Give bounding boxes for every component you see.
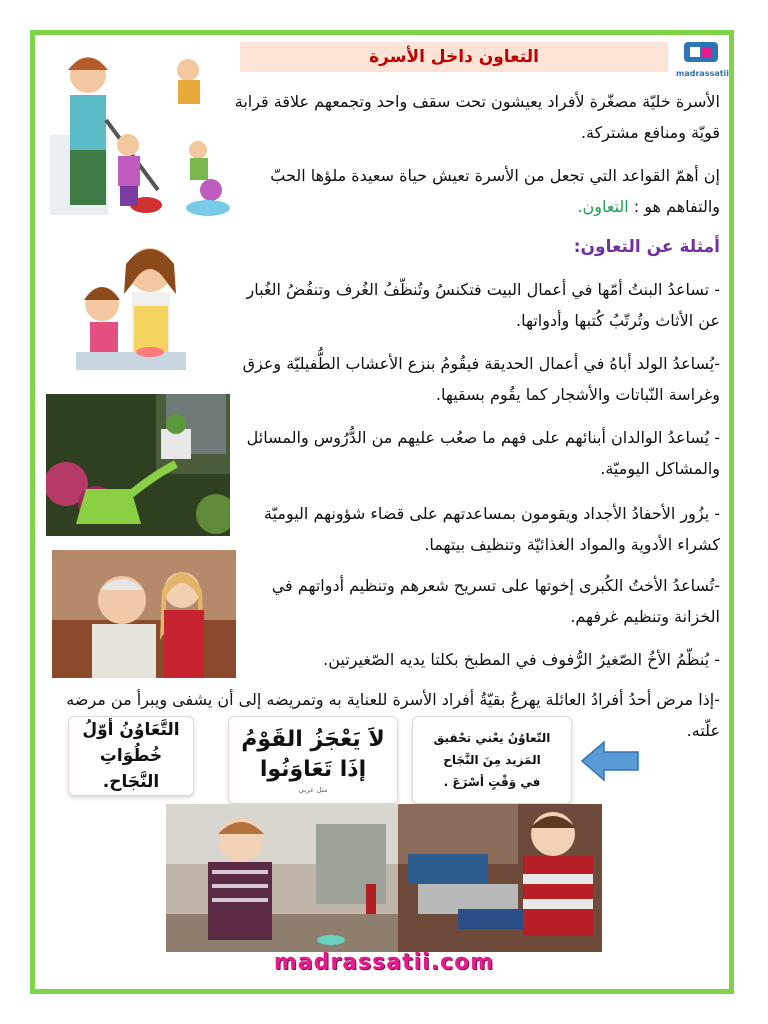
mother-daughter-dishes-illustration bbox=[70, 234, 190, 382]
family-cleaning-illustration bbox=[48, 40, 234, 218]
quote-card-1 bbox=[68, 716, 194, 796]
gardening-photo bbox=[46, 394, 230, 536]
example-item-1: - تساعدُ البنتُ أمّها في أعمال البيت فتكنسُ وتُنظّفُ الغُرف وتنفُضُ الغُبار عن الأثاث وتُرتّبُ كُتبها وأدواتها. bbox=[246, 280, 720, 330]
example-item-5: -تُساعدُ الأختُ الكُبرى إخوتها على تسريح شعرهم وتنظيم أدواتهم في الخزانة وتنظيم غرفهم. bbox=[271, 576, 720, 626]
intro-paragraph-2 bbox=[230, 160, 720, 222]
left-arrow-icon bbox=[580, 740, 640, 782]
quote-card-1-line1: التَّعَاوُنُ أوّلُ bbox=[82, 720, 180, 740]
quote-card-2-source: مثل عربي bbox=[298, 786, 328, 794]
logo-text: madrassatii bbox=[676, 69, 730, 78]
cooperation-highlight: التعاون. bbox=[577, 197, 629, 216]
example-item-6: - يُنظّمُ الأخُ الصّغيرُ الرُّفوف في المطبخ بكلتا يديه الصّغيرتين. bbox=[323, 650, 720, 669]
page-title: التعاون داخل الأسرة bbox=[240, 42, 668, 72]
quote-card-3-line3: في وَقْتٍ أسْرَعَ . bbox=[443, 775, 541, 789]
footer-site-name[interactable]: madrassatii.com bbox=[273, 950, 495, 975]
examples-heading: أمثلة عن التعاون: bbox=[573, 237, 720, 257]
example-item-7: -إذا مرض أحدُ أفرادُ العائلة يهرعُ بقيّةُ أفراد الأسرة للعناية به وتمريضه إلى أن يشفى ويبرأ من مرضه علّته. bbox=[66, 690, 720, 740]
example-item-3: - يُساعدُ الوالدان أبنائهم على فهم ما صعُب عليهم من الدُّرُوس والمسائل والمشاكل اليوميّة. bbox=[246, 428, 720, 478]
grandfather-granddaughter-photo bbox=[52, 550, 236, 678]
quote-card-3 bbox=[412, 716, 572, 804]
example-item-2: -يُساعدُ الولد أباهُ في أعمال الحديقة فيقُومُ بنزع الأعشاب الطُّفيليّة وعزق وغراسة النّباتات والأشجار كما يقُوم بسقيها. bbox=[242, 354, 720, 404]
quote-card-2-line1: لاَ يَعْجَزُ القَوْمُ bbox=[241, 727, 385, 752]
boy-cleaning-kitchen-photo bbox=[166, 804, 398, 952]
quote-card-3-line1: التّعاوُنُ يعْني تحْقيق bbox=[433, 731, 551, 745]
intro-paragraph-1: الأسرة خليّة مصغّرة لأفراد يعيشون تحت سقف واحد وتجمعهم علاقة قرابة قويّة ومنافع مشتركة. bbox=[234, 92, 720, 142]
quote-card-2-line2: إذَا تَعَاوَنُوا bbox=[259, 757, 367, 782]
quote-card-1-line2: خُطُوَاتِ النَّجَاح. bbox=[99, 746, 163, 792]
quote-card-2 bbox=[228, 716, 398, 804]
site-logo bbox=[676, 38, 730, 78]
boy-folding-clothes-photo bbox=[398, 804, 602, 952]
example-item-4: - يزُور الأحفادُ الأجداد ويقومون بمساعدتهم على قضاء شؤونهم اليوميّة كشراء الأدوية والمواد الغذائيّة وتنظيف بيتهما. bbox=[263, 504, 720, 554]
intro-p2-text: إن أهمّ القواعد التي تجعل من الأسرة تعيش حياة سعيدة ملؤها الحبّ والتفاهم هو : bbox=[270, 166, 720, 216]
quote-card-3-line2: المَزيد مِنَ النَّجَاح bbox=[443, 753, 541, 767]
